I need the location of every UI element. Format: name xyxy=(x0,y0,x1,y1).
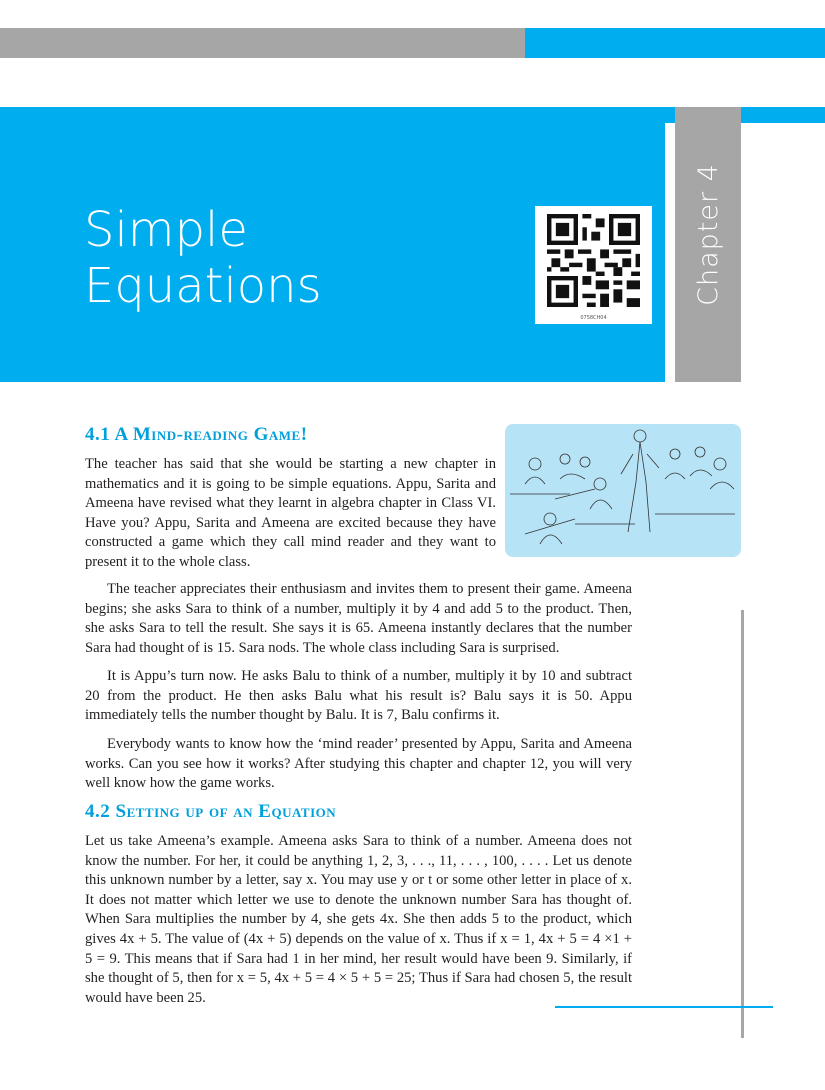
paragraph: Everybody wants to know how the ‘mind reader’ presented by Appu, Sarita and Ameena works. Can you see how it works? After studying this chapter and chapter 12, you will very well know how the game works. xyxy=(85,736,632,792)
qr-code-icon xyxy=(547,214,640,307)
footer-rule xyxy=(555,1006,773,1008)
paragraph: The teacher appreciates their enthusiasm and invites them to present their game. Ameena begins; she asks Sara to think of a number, multiply it by 4 and add 5 to the product. Then, she asks Sara to tell the result. She says it is 65. Ameena instantly declares that the number Sara had thought of is 15. Sara nods. The whole class including Sara is surprised. xyxy=(85,581,632,656)
classroom-sketch-icon xyxy=(505,424,741,557)
margin-rule xyxy=(741,610,744,1038)
paragraph: Let us take Ameena’s example. Ameena asks Sara to think of a number. Ameena does not know the number. For her, it could be anything 1, 2, 3, . . ., 11, . . . , 100, . . . . Let us denote this unknown number by a letter, say x. You may use y or t or some other letter in place of x. It does not matter which letter we use to denote the unknown number Sara has thought of. When Sara multiplies the number by 4, she gets 4x. She then adds 5 to the product, which gives 4x + 5. The value of (4x + 5) depends on the value of x. Thus if x = 1, 4x + 5 = 4 ×1 + 5 = 9. This means that if Sara had 1 in her mind, her result would have been 9. Similarly, if she thought of 5, then for x = 5, 4x + 5 = 4 × 5 + 5 = 25; Thus if Sara had chosen 5, the result would have been 25. xyxy=(85,833,632,1006)
top-blue-bar xyxy=(525,28,825,58)
qr-code[interactable]: 0758CH04 xyxy=(535,206,652,324)
classroom-illustration xyxy=(505,424,741,557)
section-heading-4-1: 4.1 A Mind-reading Game! xyxy=(85,424,308,445)
paragraph: It is Appu’s turn now. He asks Balu to think of a number, multiply it by 10 and subtract 20 from the product. He then asks Balu what his result is? Balu says it is 50. Appu immediately tells the number thought by Balu. It is 7, Balu confirms it. xyxy=(85,668,632,724)
top-gray-bar xyxy=(0,28,525,58)
section-heading-4-2: 4.2 Setting up of an Equation xyxy=(85,801,337,822)
chapter-label: Chapter 4 xyxy=(692,163,724,306)
paragraph: The teacher has said that she would be starting a new chapter in mathematics and it is going to be simple equations. Appu, Sarita and Ameena have revised what they learnt in algebra chapter in Class VI. Have you? Appu, Sarita and Ameena are excited because they have constructed a game which they call mind reader and they want to present it to the whole class. xyxy=(85,456,496,570)
chapter-title: Simple Equations xyxy=(84,202,322,314)
